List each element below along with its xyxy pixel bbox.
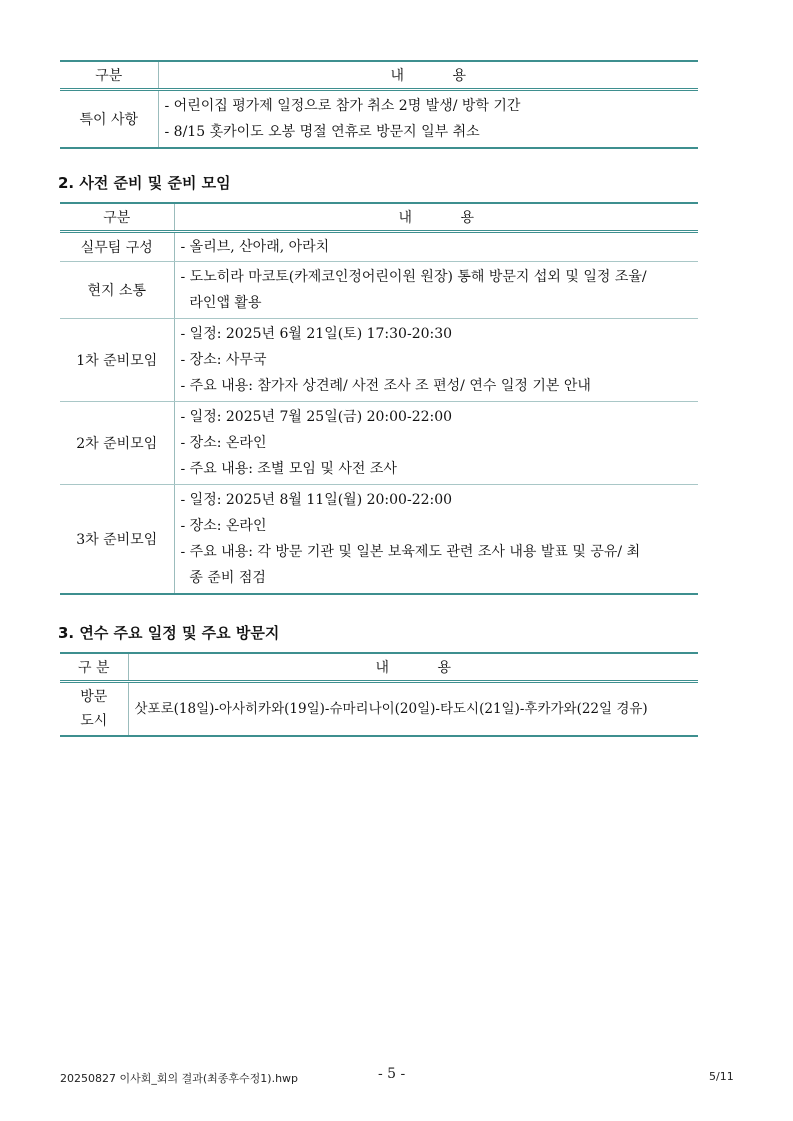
table-row bbox=[60, 262, 698, 319]
header-content: 내 용 bbox=[174, 203, 698, 232]
special-notes-table bbox=[60, 60, 698, 149]
row-label bbox=[60, 682, 128, 737]
row-content bbox=[174, 485, 698, 595]
content-line: - 장소: 온라인 bbox=[180, 435, 267, 451]
table-row bbox=[60, 485, 698, 595]
table-header bbox=[60, 653, 698, 682]
content-line: - 도노히라 마코토(카제코인정어린이원 원장) 통해 방문지 섭외 및 일정 조율/ bbox=[180, 269, 647, 285]
row-label: 현지 소통 bbox=[60, 262, 174, 319]
footer-page-count: 5/11 bbox=[709, 1070, 734, 1083]
content-line: 종 준비 점검 bbox=[180, 570, 266, 586]
content-line: 삿포로(18일)-아사히카와(19일)-슈마리나이(20일)-타도시(21일)-후카가와(22일 경유) bbox=[134, 701, 648, 717]
content-line: - 장소: 온라인 bbox=[180, 518, 267, 534]
row-label-line: 도시 bbox=[80, 713, 108, 729]
row-label-line: 방문 bbox=[80, 689, 108, 705]
row-content bbox=[158, 90, 698, 149]
content-line: 라인앱 활용 bbox=[180, 295, 262, 311]
content-line: - 주요 내용: 참가자 상견례/ 사전 조사 조 편성/ 연수 일정 기본 안내 bbox=[180, 378, 591, 394]
visit-cities-table bbox=[60, 652, 698, 737]
footer-filename: 20250827 이사회_회의 결과(최종후수정1).hwp bbox=[60, 1072, 299, 1085]
table-header bbox=[60, 203, 698, 232]
content-line: - 일정: 2025년 7월 25일(금) 20:00-22:00 bbox=[180, 409, 453, 425]
header-category: 구분 bbox=[60, 61, 158, 90]
row-content bbox=[174, 262, 698, 319]
header-content: 내 용 bbox=[158, 61, 698, 90]
header-category: 구분 bbox=[60, 203, 174, 232]
table-row bbox=[60, 319, 698, 402]
content-line: - 일정: 2025년 8월 11일(월) 20:00-22:00 bbox=[180, 492, 453, 508]
row-content bbox=[174, 319, 698, 402]
content-line: - 8/15 홋카이도 오봉 명절 연휴로 방문지 일부 취소 bbox=[164, 124, 480, 140]
table-row bbox=[60, 90, 698, 149]
footer-page-number: - 5 - bbox=[378, 1066, 406, 1082]
section-3-heading: 3. 연수 주요 일정 및 주요 방문지 bbox=[58, 624, 280, 642]
table-row bbox=[60, 682, 698, 737]
content-line: - 올리브, 산아래, 아라치 bbox=[180, 239, 330, 255]
row-content bbox=[174, 402, 698, 485]
preparation-table bbox=[60, 202, 698, 595]
table-row bbox=[60, 402, 698, 485]
content-line: - 장소: 사무국 bbox=[180, 352, 267, 368]
table-header bbox=[60, 61, 698, 90]
row-label: 3차 준비모임 bbox=[60, 485, 174, 595]
content-line: - 일정: 2025년 6월 21일(토) 17:30-20:30 bbox=[180, 326, 453, 342]
header-content: 내 용 bbox=[128, 653, 698, 682]
header-category: 구 분 bbox=[60, 653, 128, 682]
row-label: 실무팀 구성 bbox=[60, 232, 174, 262]
row-content bbox=[128, 682, 698, 737]
row-content bbox=[174, 232, 698, 262]
row-label: 2차 준비모임 bbox=[60, 402, 174, 485]
table-row bbox=[60, 232, 698, 262]
row-label: 1차 준비모임 bbox=[60, 319, 174, 402]
content-line: - 주요 내용: 각 방문 기관 및 일본 보육제도 관련 조사 내용 발표 및 공유/ 최 bbox=[180, 544, 641, 560]
row-label: 특이 사항 bbox=[60, 90, 158, 149]
section-2-heading: 2. 사전 준비 및 준비 모임 bbox=[58, 174, 231, 192]
content-line: - 주요 내용: 조별 모임 및 사전 조사 bbox=[180, 461, 397, 477]
content-line: - 어린이집 평가제 일정으로 참가 취소 2명 발생/ 방학 기간 bbox=[164, 98, 521, 114]
